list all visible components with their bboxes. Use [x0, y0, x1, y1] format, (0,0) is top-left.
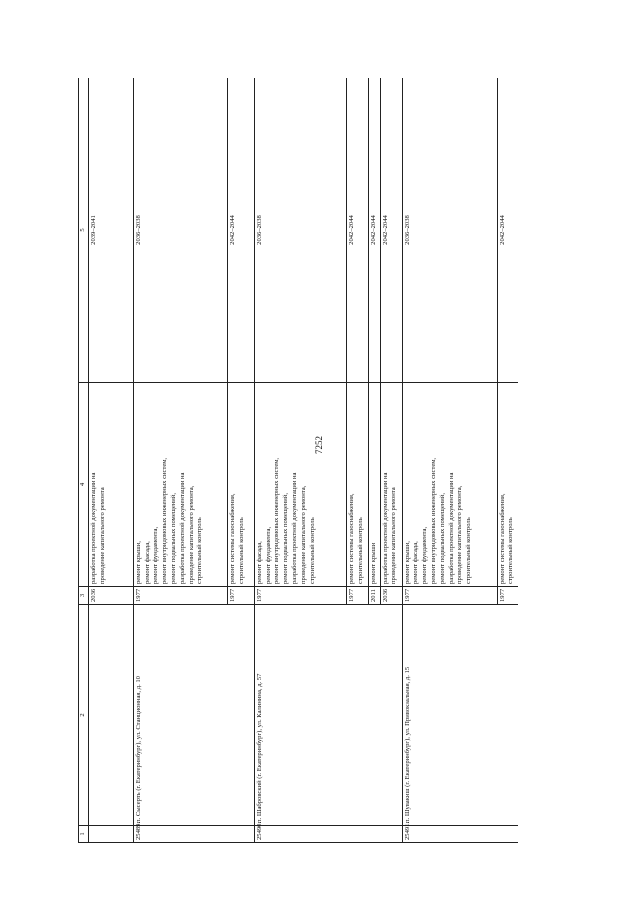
work-line: строительный контроль — [308, 517, 316, 584]
work-line: ремонт фундамента, — [264, 526, 272, 584]
work-line: ремонт внутридомовых инженерных систем, — [429, 457, 437, 584]
period-cell: 2042–2044 — [368, 78, 380, 383]
work-line: разработка проектной документации на — [178, 472, 186, 584]
work-line: ремонт крыши — [369, 542, 377, 584]
work-line: ремонт системы газоснабжения, — [347, 493, 355, 584]
address-cell: п. Сысерть (г. Екатеринбург), ул. Станционная, д. 10 — [133, 605, 254, 826]
work-line: ремонт крыши, — [134, 541, 142, 584]
year-cell: 1977 — [402, 587, 497, 605]
work-line: ремонт внутридомовых инженерных систем, — [161, 457, 169, 584]
table-row — [254, 78, 346, 843]
address-cell: п. Шувакиш (г. Екатеринбург), ул. Привокзальная, д. 15 — [402, 605, 518, 826]
header-row — [79, 78, 89, 843]
work-line: ремонт крыши, — [403, 541, 411, 584]
capital-repair-table — [78, 78, 518, 843]
period-cell: 2042–2044 — [346, 78, 368, 383]
period-cell: 2036–2038 — [254, 78, 346, 383]
work-line: проведение капитального ремонта — [98, 487, 106, 584]
table-row — [88, 78, 133, 843]
works-cell — [497, 383, 518, 587]
row-number: 25490. — [254, 826, 402, 843]
work-line: проведение капитального ремонта, — [456, 485, 464, 584]
work-line: ремонт системы газоснабжения, — [228, 493, 236, 584]
table-row — [133, 78, 227, 843]
year-cell: 1977 — [497, 587, 518, 605]
period-cell: 2042–2044 — [380, 78, 402, 383]
work-line: разработка проектной документации на — [290, 472, 298, 584]
address-cell: п. Шабровский (г. Екатеринбург), ул. Калинина, д. 57 — [254, 605, 402, 826]
work-line: строительный контроль — [237, 517, 245, 584]
work-line: ремонт подвальных помещений, — [282, 493, 290, 584]
table-body — [88, 78, 518, 843]
row-number: 25491. — [402, 826, 518, 843]
work-line: строительный контроль — [465, 517, 473, 584]
header-cell-3: 3 — [79, 587, 89, 605]
works-cell — [346, 383, 368, 587]
work-line: ремонт подвальных помещений, — [169, 493, 177, 584]
works-cell — [88, 383, 133, 587]
work-line: проведение капитального ремонта — [390, 487, 398, 584]
period-cell: 2039–2041 — [88, 78, 133, 383]
year-cell: 2036 — [88, 587, 133, 605]
works-cell — [380, 383, 402, 587]
header-cell-1: 1 — [79, 826, 89, 843]
work-line: ремонт фасада, — [412, 541, 420, 584]
works-cell — [227, 383, 254, 587]
work-line: ремонт фундамента, — [152, 526, 160, 584]
year-cell: 2011 — [368, 587, 380, 605]
work-line: строительный контроль — [356, 517, 364, 584]
header-cell-2: 2 — [79, 605, 89, 826]
work-line: разработка проектной документации на — [89, 472, 97, 584]
works-cell — [133, 383, 227, 587]
header-cell-5: 5 — [79, 78, 89, 383]
year-cell: 1977 — [254, 587, 346, 605]
work-line: ремонт подвальных помещений, — [438, 493, 446, 584]
table-row — [402, 78, 497, 843]
header-cell-4: 4 — [79, 383, 89, 587]
work-line: ремонт фундамента, — [421, 526, 429, 584]
period-cell: 2036–2038 — [402, 78, 497, 383]
work-line: разработка проектной документации на — [447, 472, 455, 584]
work-line: ремонт системы газоснабжения, — [498, 493, 506, 584]
period-cell: 2042–2044 — [497, 78, 518, 383]
work-line: ремонт внутридомовых инженерных систем, — [273, 457, 281, 584]
rotated-table-wrapper — [78, 78, 518, 843]
work-line: проведение капитального ремонта, — [187, 485, 195, 584]
year-cell: 1977 — [346, 587, 368, 605]
period-cell: 2042–2044 — [227, 78, 254, 383]
work-line: ремонт фасада, — [255, 541, 263, 584]
work-line: строительный контроль — [507, 517, 515, 584]
works-cell — [402, 383, 497, 587]
rotated-table-frame — [78, 78, 518, 843]
works-cell — [368, 383, 380, 587]
period-cell: 2036–2038 — [133, 78, 227, 383]
year-cell: 2036 — [380, 587, 402, 605]
work-line: разработка проектной документации на — [381, 472, 389, 584]
work-line: ремонт фасада, — [143, 541, 151, 584]
work-line: строительный контроль — [196, 517, 204, 584]
address-cell — [88, 605, 133, 826]
row-number: 25489. — [133, 826, 254, 843]
page-number: 7252 — [314, 436, 324, 454]
year-cell: 1977 — [227, 587, 254, 605]
work-line: проведение капитального ремонта, — [299, 485, 307, 584]
year-cell: 1977 — [133, 587, 227, 605]
works-cell — [254, 383, 346, 587]
row-number — [88, 826, 133, 843]
